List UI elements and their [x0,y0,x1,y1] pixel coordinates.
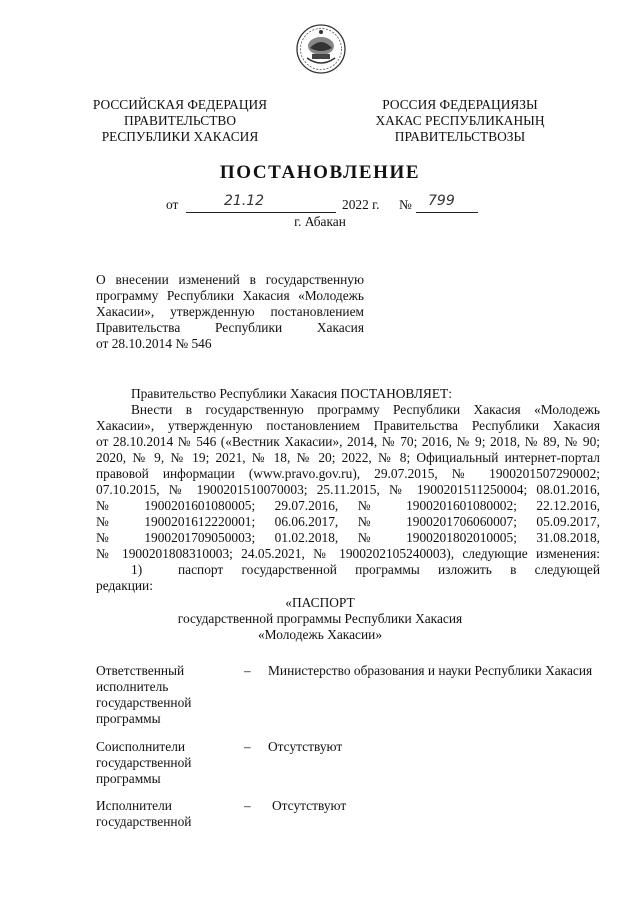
number-label: № [399,197,412,212]
date-line [166,193,496,215]
label-line: государственной [96,814,192,829]
document-title: ПОСТАНОВЛЕНИЕ [219,162,421,183]
label-line: программы [96,771,161,786]
passport-title-line: государственной программы Республики Хакасия [177,611,463,626]
passport-row-label [96,798,206,830]
passport-row-label [96,739,206,787]
body-line: № 1900201808310003; 24.05.2021, № 1900202105240003), следующие изменения: [96,546,600,561]
body-text [96,386,600,594]
from-label: от [166,197,179,212]
body-line: Хакасии», утвержденную постановлением Правительства Республики Хакасия [96,418,600,433]
passport-title-line: «Молодежь Хакасии» [257,627,383,642]
passport-title [0,595,640,643]
label-line: Ответственный [96,663,185,678]
header-right [362,97,558,145]
subject-block [96,272,364,352]
number-handwritten: 799 [428,193,455,209]
body-line: 2020, № 9, № 19; 2021, № 18, № 20; 2022, № 8; Официальный интернет-портал [96,450,600,465]
header-left-line: ПРАВИТЕЛЬСТВО [123,113,236,128]
coat-of-arms-icon [295,22,347,76]
item-1-number: 1) [131,562,143,577]
label-line: Исполнители [96,798,172,813]
subject-line: программу Республики Хакасия «Молодежь [96,288,364,303]
date-handwritten: 21.12 [224,193,265,209]
passport-row-value: Министерство образования и науки Республики Хакасия [268,663,593,678]
header-right-line: РОССИЯ ФЕДЕРАЦИЯЗЫ [382,97,538,112]
label-line: государственной [96,755,192,770]
header-left-line: РЕСПУБЛИКИ ХАКАСИЯ [101,129,259,144]
passport-row-value: Отсутствуют [272,798,347,813]
body-line: № 1900201612220001; 06.06.2017, № 1900201706060007; 05.09.2017, [96,514,600,529]
subject-line: О внесении изменений в государственную [96,272,364,287]
passport-row-value: Отсутствуют [268,739,343,754]
body-line: № 1900201709050003; 01.02.2018, № 1900201802010005; 31.08.2018, [96,530,600,545]
body-line: правовой информации (www.pravo.gov.ru), 29.07.2015, № 1900201507290002; [96,466,600,481]
year-label: 2022 г. [342,197,380,212]
resolves-line: Правительство Республики Хакасия ПОСТАНОВЛЯЕТ: [131,386,452,401]
label-line: исполнитель [96,679,169,694]
body-line: от 28.10.2014 № 546 («Вестник Хакасии», 2014, № 70; 2016, № 9; 2018, № 89, № 90; [96,434,600,449]
passport-row-dash: – [244,663,251,678]
city: г. Абакан [294,214,346,229]
passport-title-line: «ПАСПОРТ [285,595,355,610]
header-left [82,97,278,145]
label-line: государственной [96,695,192,710]
item-1-text: паспорт государственной программы изложить в следующей [178,562,600,577]
body-line: № 1900201601080005; 29.07.2016, № 1900201601080002; 22.12.2016, [96,498,600,513]
passport-row-dash: – [244,739,251,754]
subject-line: Правительства Республики Хакасия [96,320,364,335]
body-line: 07.10.2015, № 1900201510070003; 25.11.2015, № 1900201511250004; 08.01.2016, [96,482,600,497]
passport-row-dash: – [244,798,251,813]
header-left-line: РОССИЙСКАЯ ФЕДЕРАЦИЯ [92,97,268,112]
passport-row-label [96,663,206,727]
header-right-line: ПРАВИТЕЛЬСТВОЗЫ [394,129,526,144]
subject-line: от 28.10.2014 № 546 [96,336,212,351]
subject-line: Хакасии», утвержденную постановлением [96,304,364,319]
label-line: Соисполнители [96,739,186,754]
header-right-line: ХАКАС РЕСПУБЛИКАНЫҢ [375,113,545,128]
item-1-continuation: редакции: [96,578,153,593]
body-line: Внести в государственную программу Республики Хакасия «Молодежь [131,402,600,417]
label-line: программы [96,711,161,726]
item-1 [96,562,600,578]
